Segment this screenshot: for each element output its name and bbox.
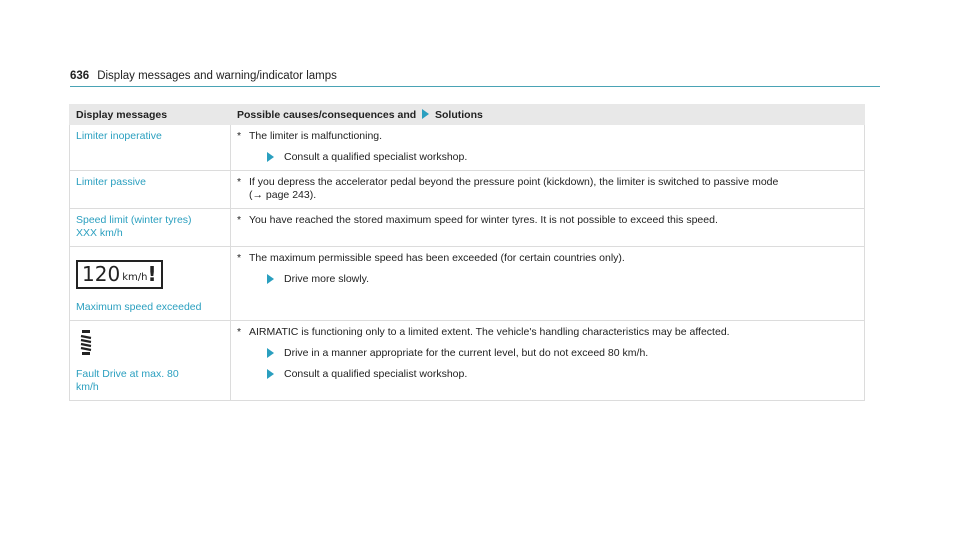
step-arrow-icon — [267, 369, 274, 379]
solution-step: Consult a qualified specialist workshop. — [237, 151, 858, 164]
step-arrow-icon — [267, 348, 274, 358]
message-cell — [70, 321, 231, 401]
col-header-causes-solutions: Possible causes/consequences and Solutions — [231, 105, 865, 125]
cause-bullet: * AIRMATIC is functioning only to a limited extent. The vehicle's handling characteristics may be affected. — [237, 326, 730, 338]
solution-cell — [231, 321, 865, 401]
cause-bullet: * You have reached the stored maximum speed for winter tyres. It is not possible to exceed this speed. — [237, 214, 718, 226]
message-text: Maximum speed exceeded — [76, 301, 202, 313]
message-cell — [70, 209, 231, 247]
message-text: Speed limit (winter tyres) — [76, 214, 192, 226]
step-arrow-icon — [267, 152, 274, 162]
solution-cell — [231, 171, 865, 209]
message-text: Limiter passive — [76, 176, 147, 188]
col-header-display-messages: Display messages — [70, 105, 231, 125]
page-number: 636 — [70, 70, 90, 82]
speed-limit-120-icon: 120 km/h ! — [76, 260, 163, 289]
cause-bullet: * If you depress the accelerator pedal beyond the pressure point (kickdown), the limiter is switched to passive mode — [237, 176, 779, 188]
message-text: Limiter inoperative — [76, 130, 162, 142]
table-row — [70, 209, 865, 247]
message-cell — [70, 125, 231, 171]
solution-step: Consult a qualified specialist workshop. — [237, 368, 858, 381]
page-header — [70, 68, 880, 87]
solution-step: Drive in a manner appropriate for the current level, but do not exceed 80 km/h. — [237, 347, 858, 360]
message-cell — [70, 247, 231, 321]
table-header-row — [70, 105, 865, 125]
cause-bullet: * The maximum permissible speed has been exceeded (for certain countries only). — [237, 252, 625, 264]
message-text: Fault Drive at max. 80 — [76, 368, 179, 380]
cause-bullet: * The limiter is malfunctioning. — [237, 130, 383, 142]
solution-cell — [231, 209, 865, 247]
solution-cell — [231, 247, 865, 321]
display-messages-table — [69, 104, 865, 401]
page-title: Display messages and warning/indicator lamps — [97, 70, 337, 82]
message-cell — [70, 171, 231, 209]
solution-arrow-icon — [422, 109, 429, 119]
step-arrow-icon — [267, 274, 274, 284]
suspension-fault-icon — [79, 330, 93, 356]
message-text: XXX km/h — [76, 227, 123, 239]
table-row — [70, 247, 865, 321]
message-text: km/h — [76, 381, 99, 393]
table-row — [70, 321, 865, 401]
solution-step: Drive more slowly. — [237, 273, 858, 286]
table-row — [70, 171, 865, 209]
table-row — [70, 125, 865, 171]
page-reference-link[interactable]: (→ page 243). — [249, 189, 317, 201]
solution-cell — [231, 125, 865, 171]
